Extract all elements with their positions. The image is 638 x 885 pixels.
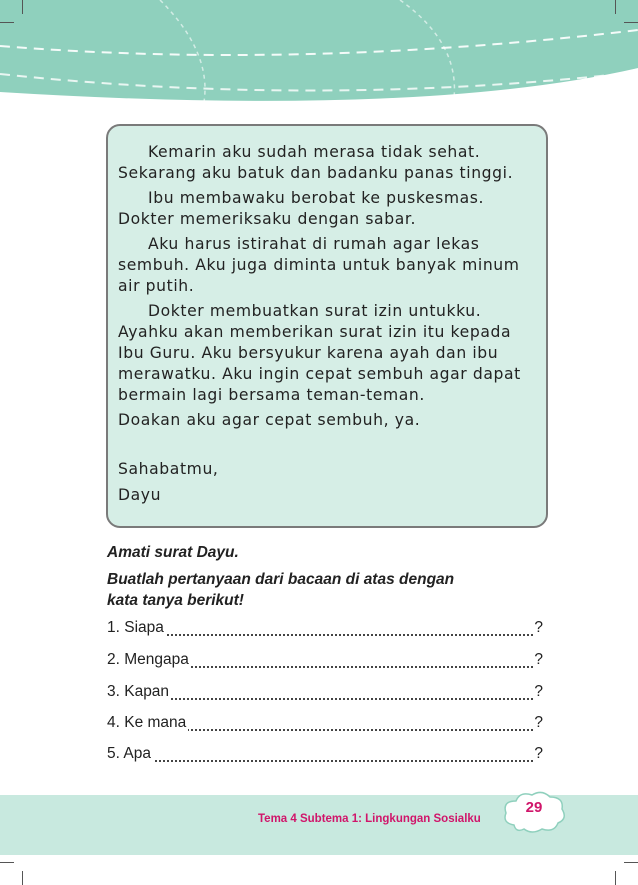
- question-label: 3. Kapan: [107, 683, 170, 700]
- page-number: 29: [525, 799, 543, 816]
- question-row-siapa: [107, 619, 543, 641]
- crop-mark: [624, 22, 638, 23]
- letter-line: Ibu Guru. Aku bersyukur karena ayah dan ibu: [118, 344, 499, 362]
- letter-line: Dokter memeriksaku dengan sabar.: [118, 210, 417, 228]
- letter-line: air putih.: [118, 277, 195, 295]
- letter-line: Doakan aku agar cepat sembuh, ya.: [118, 411, 421, 429]
- letter-line: merawatku. Aku ingin cepat sembuh agar dapat: [118, 365, 521, 383]
- question-row-kapan: [107, 683, 543, 705]
- question-mark: ?: [534, 619, 543, 636]
- crop-mark: [0, 22, 14, 23]
- letter-line: sembuh. Aku juga diminta untuk banyak minum: [118, 256, 520, 274]
- crop-mark: [615, 0, 616, 14]
- letter-line: Kemarin aku sudah merasa tidak sehat.: [148, 143, 481, 161]
- header-decoration: [0, 0, 638, 118]
- letter-line: bermain lagi bersama teman-teman.: [118, 386, 425, 404]
- crop-mark: [615, 871, 616, 885]
- question-mark: ?: [534, 651, 543, 668]
- letter-closing: Sahabatmu,: [118, 460, 219, 478]
- footer-theme: Tema 4 Subtema 1: Lingkungan Sosialku: [258, 813, 481, 825]
- letter-line: Ibu membawaku berobat ke puskesmas.: [148, 189, 485, 207]
- question-mark: ?: [534, 745, 543, 762]
- question-label: 4. Ke mana: [107, 714, 187, 731]
- crop-mark: [22, 0, 23, 14]
- question-label: 5. Apa: [107, 745, 151, 762]
- answer-line[interactable]: [107, 760, 533, 762]
- crop-mark: [0, 862, 14, 863]
- letter-line: Dokter membuatkan surat izin untukku.: [148, 302, 482, 320]
- question-label: 1. Siapa: [107, 619, 164, 636]
- instruction-task-cont: kata tanya berikut!: [107, 592, 244, 609]
- letter-line: Ayahku akan memberikan surat izin itu kepada: [118, 323, 512, 341]
- letter-line: Sekarang aku batuk dan badanku panas tinggi.: [118, 164, 514, 182]
- letter-line: Aku harus istirahat di rumah agar lekas: [148, 235, 480, 253]
- instruction-observe: Amati surat Dayu.: [107, 544, 239, 561]
- question-mark: ?: [534, 683, 543, 700]
- question-row-ke-mana: [107, 714, 543, 736]
- answer-line[interactable]: [107, 634, 533, 636]
- letter-signature: Dayu: [118, 486, 162, 504]
- crop-mark: [624, 862, 638, 863]
- crop-mark: [22, 871, 23, 885]
- question-label: 2. Mengapa: [107, 651, 189, 668]
- instruction-task: Buatlah pertanyaan dari bacaan di atas dengan: [107, 571, 455, 588]
- question-row-mengapa: [107, 651, 543, 673]
- question-row-apa: [107, 745, 543, 767]
- question-mark: ?: [534, 714, 543, 731]
